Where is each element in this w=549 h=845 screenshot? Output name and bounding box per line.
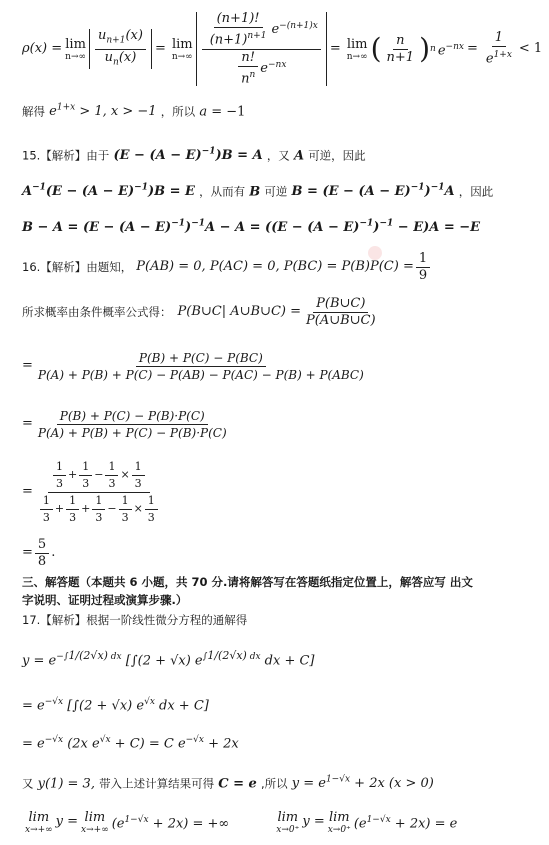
section-3-heading-2: 字说明、证明过程或演算步骤.）	[22, 593, 188, 607]
red-ink-mark	[368, 246, 382, 260]
lim-3: lim n→∞	[346, 36, 368, 62]
q16-head: 16.【解析】由题知， P(AB) = 0, P(AC) = 0, P(BC) = P(B)P(C) = $\frac{1}{9}$	[22, 250, 432, 284]
q17-line1: $y = e^{-\int 1/(2√x) dx}$ [∫(2 + √x) $e^{\int 1/(2√x) dx}$ dx + C]	[22, 649, 315, 669]
q15-line2: $A^{-1}(E - (A - E)^{-1})B = E$ ，从而有 B 可逆 $B = (E - (A - E)^{-1})^{-1}A$ ，因此	[22, 183, 494, 200]
abs-big: $\frac{(n+1)!}{(n+1)^{n+1}}$ $e^{-(n+1)x}$ $\frac{n!}{n^n}$ $e^{-nx}$	[196, 12, 327, 86]
solve-line: 解得 $e^{1+x} > 1$, x > −1 ，所以 a = −1	[22, 103, 246, 120]
section-3-heading: 三、解答题（本题共 6 小题，共 70 分.请将解答写在答题纸指定位置上，解答应写 出文	[22, 575, 473, 589]
q16-result: = $\frac{5}{8}$ .	[22, 536, 56, 569]
q15-head: 15.【解析】由于 $(E - (A - E)^{-1})B = A$ ，又 A 可逆，因此	[22, 147, 366, 164]
rho-lhs: ρ(x) =	[22, 41, 63, 56]
q17-head: 17.【解析】根据一阶线性微分方程的通解得	[22, 613, 248, 627]
q16-frac2: = $\frac{P(B) + P(C) - P(B)\cdot P(C)}{P(A) + P(B) + P(C) - P(B)\cdot P(C)}$	[22, 408, 227, 440]
q16-frac1: = $\frac{P(B) + P(C) - P(BC)}{\text{P(A) + P(B) + P(C) − P(AB) − P(AC) − P(B) + P(ABC)}}$	[22, 350, 364, 382]
lim-1: lim n→∞	[65, 36, 86, 62]
q16-cond: 所求概率由条件概率公式得： P(B∪C| A∪B∪C) = $\frac{P(B\cup C)}{P(A\cup B\cup C)}$	[22, 295, 376, 328]
q17-line2: = $e^{-√x}$ [∫(2 + √x) $e^{√x}$ dx + C]	[22, 697, 209, 714]
q15-line3: $B - A = (E - (A - E)^{-1})^{-1}A - A = ((E - (A - E)^{-1})^{-1} - E)A = -E$	[22, 219, 481, 236]
q16-frac3: = $\frac{1}{3}$ + $\frac{1}{3}$ − $\frac{1}{3}$ × $\frac{1}{3}$ $\frac{1}{3}$ + $\frac{1}{3}$ + $\frac{1}{3}$ − $\frac{1}{3}$ × $\frac{1}{3}$	[22, 456, 165, 528]
q17-line3: = $e^{-√x}$ (2x $e^{√x} + C) = C$ $e^{-√x} + 2x$	[22, 735, 239, 752]
lim-2: lim n→∞	[171, 36, 193, 62]
rho-formula: ρ(x) = lim n→∞ $\frac{u_{n+1}(x)}{u_n(x)}$ = lim n→∞ $\frac{(n+1)!}{(n+1)^{n+1}}$ $e^{-(n+1)x}$ $\frac{n!}{n^n}$ $e^{-nx}$ = lim n→∞ ( $\frac{n}{n+1}$ ) n $e^{-nx}$ = $\frac{1}{e^{1+x}}$ < 1	[22, 11, 543, 86]
q17-line5: lim x→+∞ y = lim x→+∞ $(e^{1-√x} + 2x)$ = +∞ lim x→0⁺ y = lim x→0⁺ $(e^{1-√x} + 2x) = e$	[25, 809, 458, 835]
q17-line4: 又 y(1) = 3, 带入上述计算结果可得 C = e ,所以 $y = e^{1-√x} + 2x$ (x > 0)	[22, 775, 434, 792]
abs-ratio: $\frac{u_{n+1}(x)}{u_n(x)}$	[89, 29, 152, 69]
